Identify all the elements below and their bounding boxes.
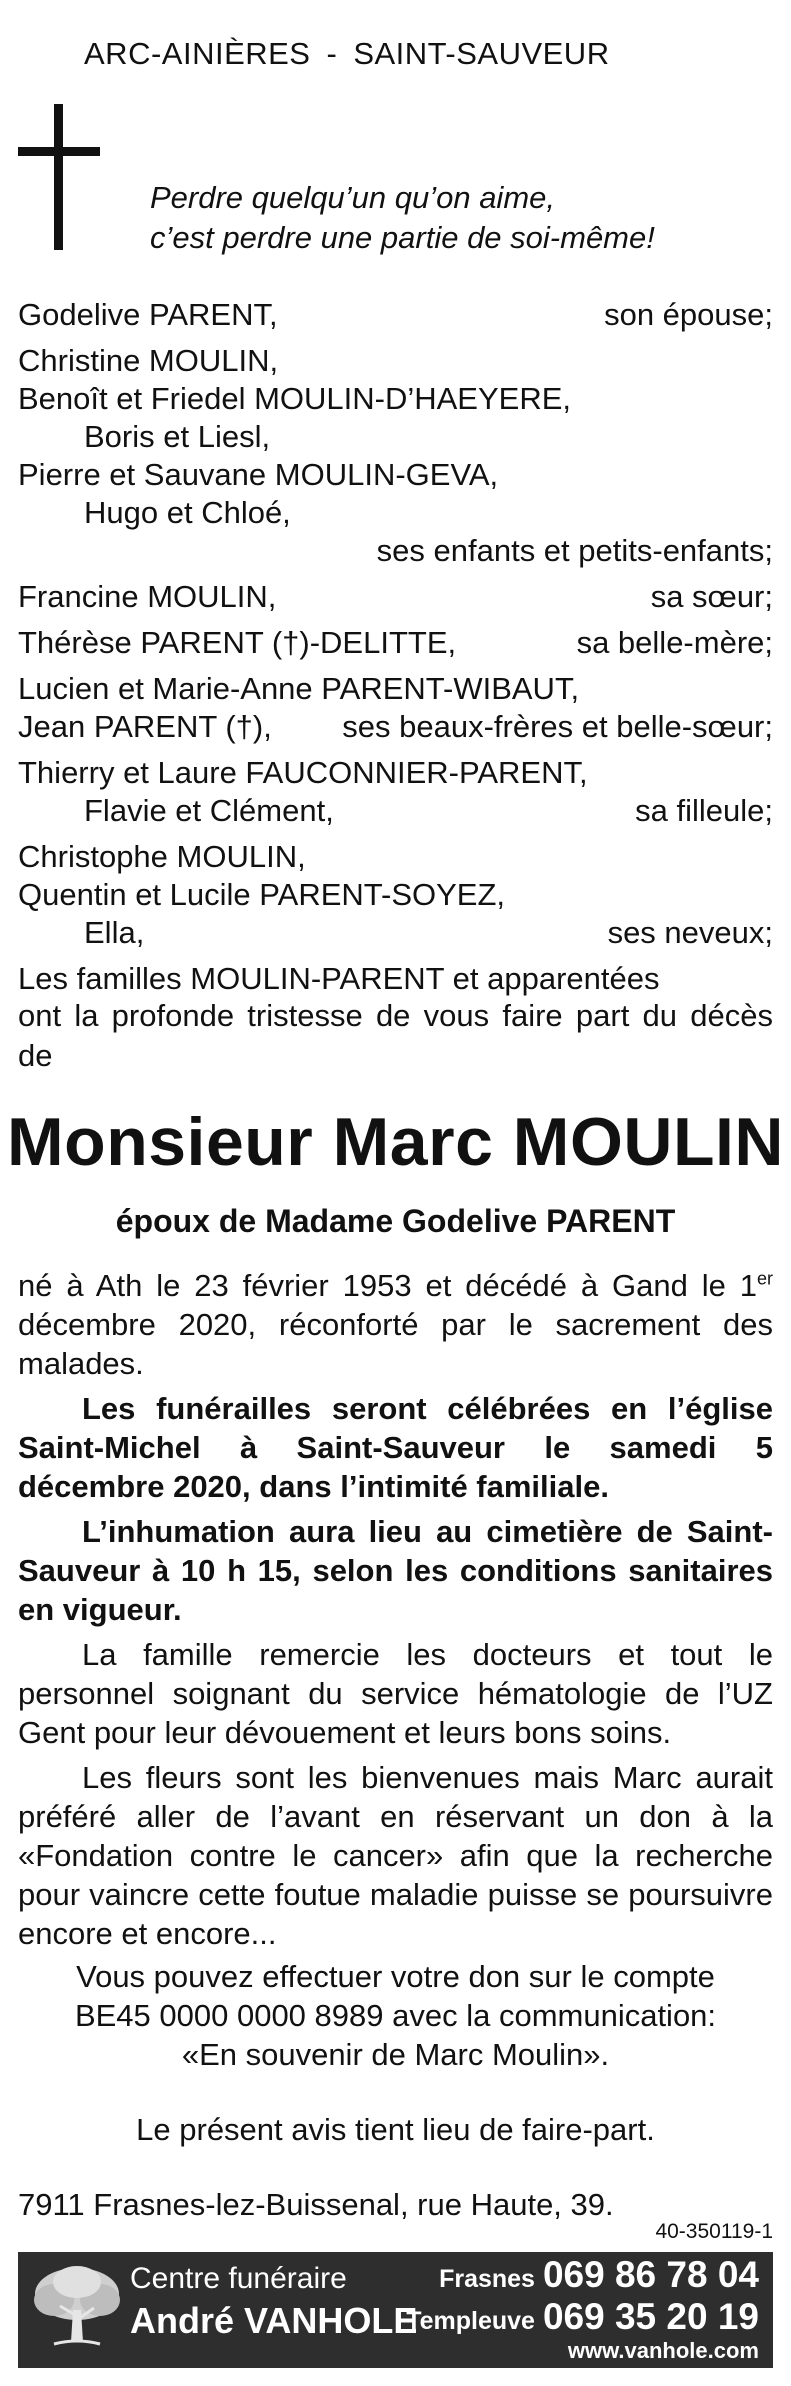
reference-number: 40-350119-1 xyxy=(655,2220,773,2243)
announcement-body xyxy=(18,1266,773,2224)
header-town-2: SAINT-SAUVEUR xyxy=(353,36,610,71)
family-name: Godelive PARENT, xyxy=(18,297,278,332)
family-name: Flavie et Clément, xyxy=(84,793,334,828)
funeral-home-name: André VANHOLE xyxy=(130,2300,418,2341)
funeral-home-label: Centre funéraire xyxy=(130,2262,347,2295)
family-name: Quentin et Lucile PARENT-SOYEZ, xyxy=(18,877,506,912)
family-relation: sa filleule; xyxy=(635,793,773,828)
family-name: Thierry et Laure FAUCONNIER-PARENT, xyxy=(18,755,588,790)
quote-line-1: Perdre quelqu’un qu’on aime, xyxy=(150,180,555,215)
header-town-1: ARC-AINIÈRES xyxy=(84,36,311,71)
deceased-name: Monsieur Marc MOULIN xyxy=(7,1104,784,1180)
thanks-text: La famille remercie les docteurs et tout le personnel soignant du service hématologie de l’UZ Gent pour leur dévouement et leurs bons soins. xyxy=(18,1637,773,1750)
city-2: Templeuve xyxy=(406,2307,535,2335)
family-row xyxy=(18,456,773,494)
family-row xyxy=(18,708,773,746)
family-relation: son épouse; xyxy=(604,297,773,332)
family-relation: ses beaux-frères et belle-sœur; xyxy=(342,709,773,744)
header-towns xyxy=(84,36,610,72)
phone-1: 069 86 78 04 xyxy=(542,2254,759,2295)
family-row xyxy=(18,670,773,708)
website-link[interactable]: www.vanhole.com xyxy=(567,2338,759,2363)
quote xyxy=(150,178,655,258)
birth-text: né à Ath le 23 février 1953 et décédé à Gand le 1 xyxy=(18,1268,757,1303)
family-row xyxy=(18,876,773,914)
family-name: Benoît et Friedel MOULIN-D’HAEYERE, xyxy=(18,381,572,416)
phone-row-1 xyxy=(439,2254,759,2296)
family-name: Boris et Liesl, xyxy=(84,419,271,454)
family-name: Jean PARENT (†), xyxy=(18,709,272,744)
family-row xyxy=(18,578,773,616)
family-row xyxy=(18,532,773,570)
header-separator: - xyxy=(326,36,338,71)
family-name: Christine MOULIN, xyxy=(18,343,279,378)
family-relation: sa sœur; xyxy=(650,579,773,614)
family-relation: ses enfants et petits-enfants; xyxy=(376,533,773,568)
family-row xyxy=(18,380,773,418)
family-row xyxy=(18,914,773,952)
family-row xyxy=(18,494,773,532)
birth-death-details xyxy=(18,1266,773,1383)
funeral-home-banner xyxy=(18,2252,773,2368)
family-name: Les familles MOULIN-PARENT et apparentées xyxy=(18,961,660,996)
family-row xyxy=(18,792,773,830)
family-list xyxy=(18,296,773,998)
deceased-spouse: époux de Madame Godelive PARENT xyxy=(115,1203,676,1239)
phone-2: 069 35 20 19 xyxy=(542,2296,759,2337)
phone-row-2 xyxy=(406,2296,759,2338)
announcement-intro: ont la profonde tristesse de vous faire part du décès de xyxy=(18,998,773,1073)
family-row xyxy=(18,418,773,456)
burial-text: L’inhumation aura lieu au cimetière de Saint-Sauveur à 10 h 15, selon les conditions sanitaires en vigueur. xyxy=(18,1514,773,1627)
family-row xyxy=(18,296,773,334)
death-text: décembre 2020, réconforté par le sacrement des malades. xyxy=(18,1307,773,1381)
family-row xyxy=(18,960,773,998)
family-relation: ses neveux; xyxy=(607,915,773,950)
funeral-text: Les funérailles seront célébrées en l’église Saint-Michel à Saint-Sauveur le samedi 5 décembre 2020, dans l’intimité familiale. xyxy=(18,1391,773,1504)
donation-line-1: Vous pouvez effectuer votre don sur le compte xyxy=(76,1959,715,1994)
family-name: Christophe MOULIN, xyxy=(18,839,306,874)
notice-text: Le présent avis tient lieu de faire-part. xyxy=(136,2112,655,2147)
family-row xyxy=(18,342,773,380)
donation-block xyxy=(18,1957,773,2074)
quote-line-2: c’est perdre une partie de soi-même! xyxy=(150,220,655,255)
donation-line-2: BE45 0000 0000 8989 avec la communication: xyxy=(74,1998,717,2033)
flowers-text: Les fleurs sont les bienvenues mais Marc aurait préféré aller de l’avant en réservant un don à la «Fondation contre le cancer» afin que la recherche pour vaincre cette foutue maladie puisse se poursuivre encore et encore... xyxy=(18,1760,773,1951)
family-name: Lucien et Marie-Anne PARENT-WIBAUT, xyxy=(18,671,580,706)
family-row xyxy=(18,754,773,792)
family-name: Thérèse PARENT (†)-DELITTE, xyxy=(18,625,457,660)
family-name: Francine MOULIN, xyxy=(18,579,277,614)
family-row xyxy=(18,624,773,662)
family-name: Pierre et Sauvane MOULIN-GEVA, xyxy=(18,457,499,492)
family-name: Ella, xyxy=(84,915,145,950)
family-relation: sa belle-mère; xyxy=(576,625,773,660)
tree-icon xyxy=(30,2260,124,2356)
family-row xyxy=(18,838,773,876)
cross-icon xyxy=(18,104,100,250)
donation-line-3: «En souvenir de Marc Moulin». xyxy=(181,2037,610,2072)
city-1: Frasnes xyxy=(439,2265,535,2293)
ordinal-suffix: er xyxy=(756,1268,773,1289)
address-text: 7911 Frasnes-lez-Buissenal, rue Haute, 39. xyxy=(18,2187,614,2222)
family-name: Hugo et Chloé, xyxy=(84,495,291,530)
